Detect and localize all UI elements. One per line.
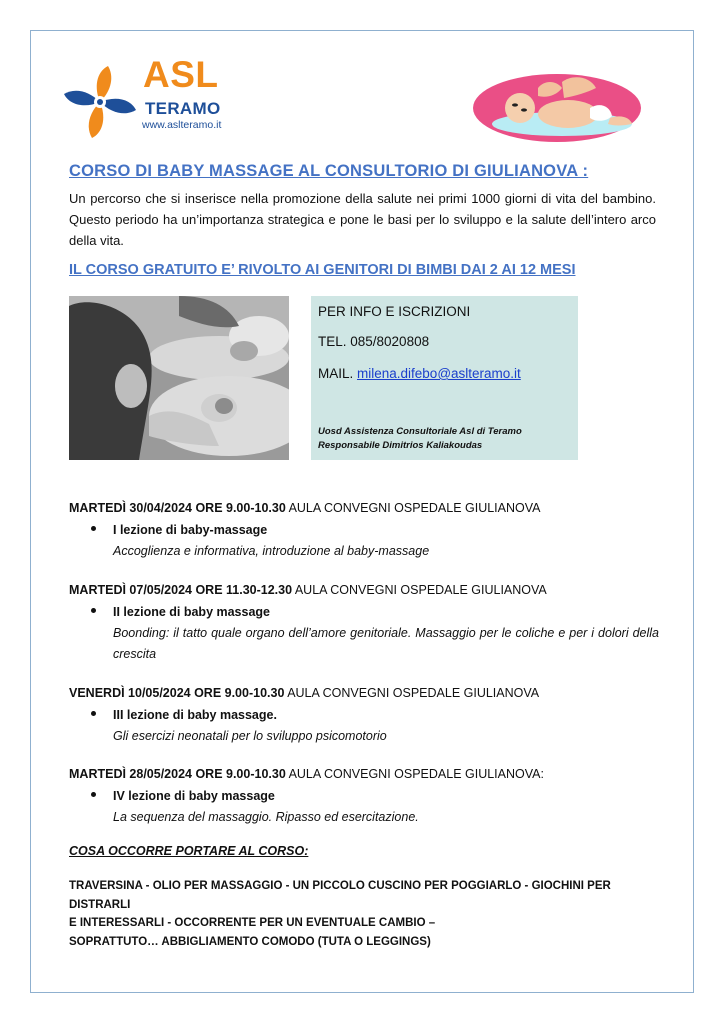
session-2 bbox=[69, 581, 659, 665]
bullet-icon bbox=[91, 792, 96, 797]
logo-website-text: www.aslteramo.it bbox=[142, 119, 222, 131]
lesson-description: Accoglienza e informativa, introduzione al baby-massage bbox=[113, 544, 430, 558]
bullet-icon bbox=[91, 526, 96, 531]
lesson-item bbox=[69, 787, 659, 828]
session-place: AULA CONVEGNI OSPEDALE GIULIANOVA bbox=[285, 501, 541, 515]
info-telephone: TEL. 085/8020808 bbox=[318, 334, 430, 349]
lesson-item bbox=[69, 521, 659, 562]
session-1 bbox=[69, 499, 659, 562]
session-4 bbox=[69, 765, 659, 828]
session-header bbox=[69, 499, 659, 517]
lesson-title: III lezione di baby massage. bbox=[113, 708, 277, 722]
session-place: AULA CONVEGNI OSPEDALE GIULIANOVA bbox=[284, 686, 540, 700]
info-box bbox=[311, 296, 578, 460]
lesson-title: II lezione di baby massage bbox=[113, 605, 271, 619]
lesson-title: I lezione di baby-massage bbox=[113, 523, 268, 537]
info-office: Uosd Assistenza Consultoriale Asl di Teramo bbox=[318, 426, 522, 437]
session-header bbox=[69, 684, 659, 702]
course-audience-subtitle: IL CORSO GRATUITO E’ RIVOLTO AI GENITORI DI BIMBI DAI 2 AI 12 MESI bbox=[69, 262, 576, 278]
what-to-bring-list: TRAVERSINA - OLIO PER MASSAGGIO - UN PICCOLO CUSCINO PER POGGIARLO - GIOCHINI PER DISTRARLI E INTERESSARLI - OCCORRENTE PER UN EVENTUALE CAMBIO – SOPRATTUTO… ABBIGLIAMENTO COMODO (TUTA O LEGGINGS) bbox=[69, 880, 611, 948]
what-to-bring-title: COSA OCCORRE PORTARE AL CORSO: bbox=[69, 844, 309, 858]
lesson-title: IV lezione di baby massage bbox=[113, 789, 275, 803]
session-date-time: VENERDÌ 10/05/2024 ORE 9.00-10.30 bbox=[69, 686, 285, 700]
lesson-item bbox=[69, 603, 659, 665]
info-heading: PER INFO E ISCRIZIONI bbox=[318, 304, 471, 319]
asl-teramo-logo bbox=[60, 54, 230, 142]
session-place: AULA CONVEGNI OSPEDALE GIULIANOVA: bbox=[285, 767, 544, 781]
info-mail-line bbox=[318, 366, 521, 381]
intro-paragraph: Un percorso che si inserisce nella promozione della salute nei primi 1000 giorni di vita del bambino. Questo periodo ha un’importanza strategica e pone le basi per lo sviluppo e la salute dell’intero arco della vita. bbox=[69, 191, 656, 248]
session-date-time: MARTEDÌ 07/05/2024 ORE 11.30-12.30 bbox=[69, 583, 293, 597]
session-place: AULA CONVEGNI OSPEDALE GIULIANOVA bbox=[292, 583, 547, 597]
bullet-icon bbox=[91, 711, 96, 716]
logo-city-text: TERAMO bbox=[145, 99, 221, 118]
session-header bbox=[69, 581, 659, 599]
lesson-description: La sequenza del massaggio. Ripasso ed esercitazione. bbox=[113, 810, 419, 824]
asl-propeller-icon bbox=[60, 62, 144, 142]
info-manager: Responsabile Dimitrios Kaliakoudas bbox=[318, 440, 483, 451]
baby-massage-illustration bbox=[472, 68, 642, 144]
lesson-item bbox=[69, 706, 659, 747]
session-header bbox=[69, 765, 659, 783]
session-date-time: MARTEDÌ 30/04/2024 ORE 9.00-10.30 bbox=[69, 501, 286, 515]
info-mail-prefix: MAIL. bbox=[318, 366, 358, 381]
logo-asl-text: ASL bbox=[143, 54, 219, 95]
session-3 bbox=[69, 684, 659, 747]
session-date-time: MARTEDÌ 28/05/2024 ORE 9.00-10.30 bbox=[69, 767, 286, 781]
baby-massage-photo bbox=[69, 296, 289, 460]
lesson-description: Gli esercizi neonatali per lo sviluppo psicomotorio bbox=[113, 729, 387, 743]
email-link[interactable]: milena.difebo@aslteramo.it bbox=[357, 366, 521, 381]
bullet-icon bbox=[91, 608, 96, 613]
lesson-description: Boonding: il tatto quale organo dell’amore genitoriale. Massaggio per le coliche e per i dolori della crescita bbox=[113, 626, 659, 661]
page-title: CORSO DI BABY MASSAGE AL CONSULTORIO DI GIULIANOVA : bbox=[69, 162, 589, 180]
